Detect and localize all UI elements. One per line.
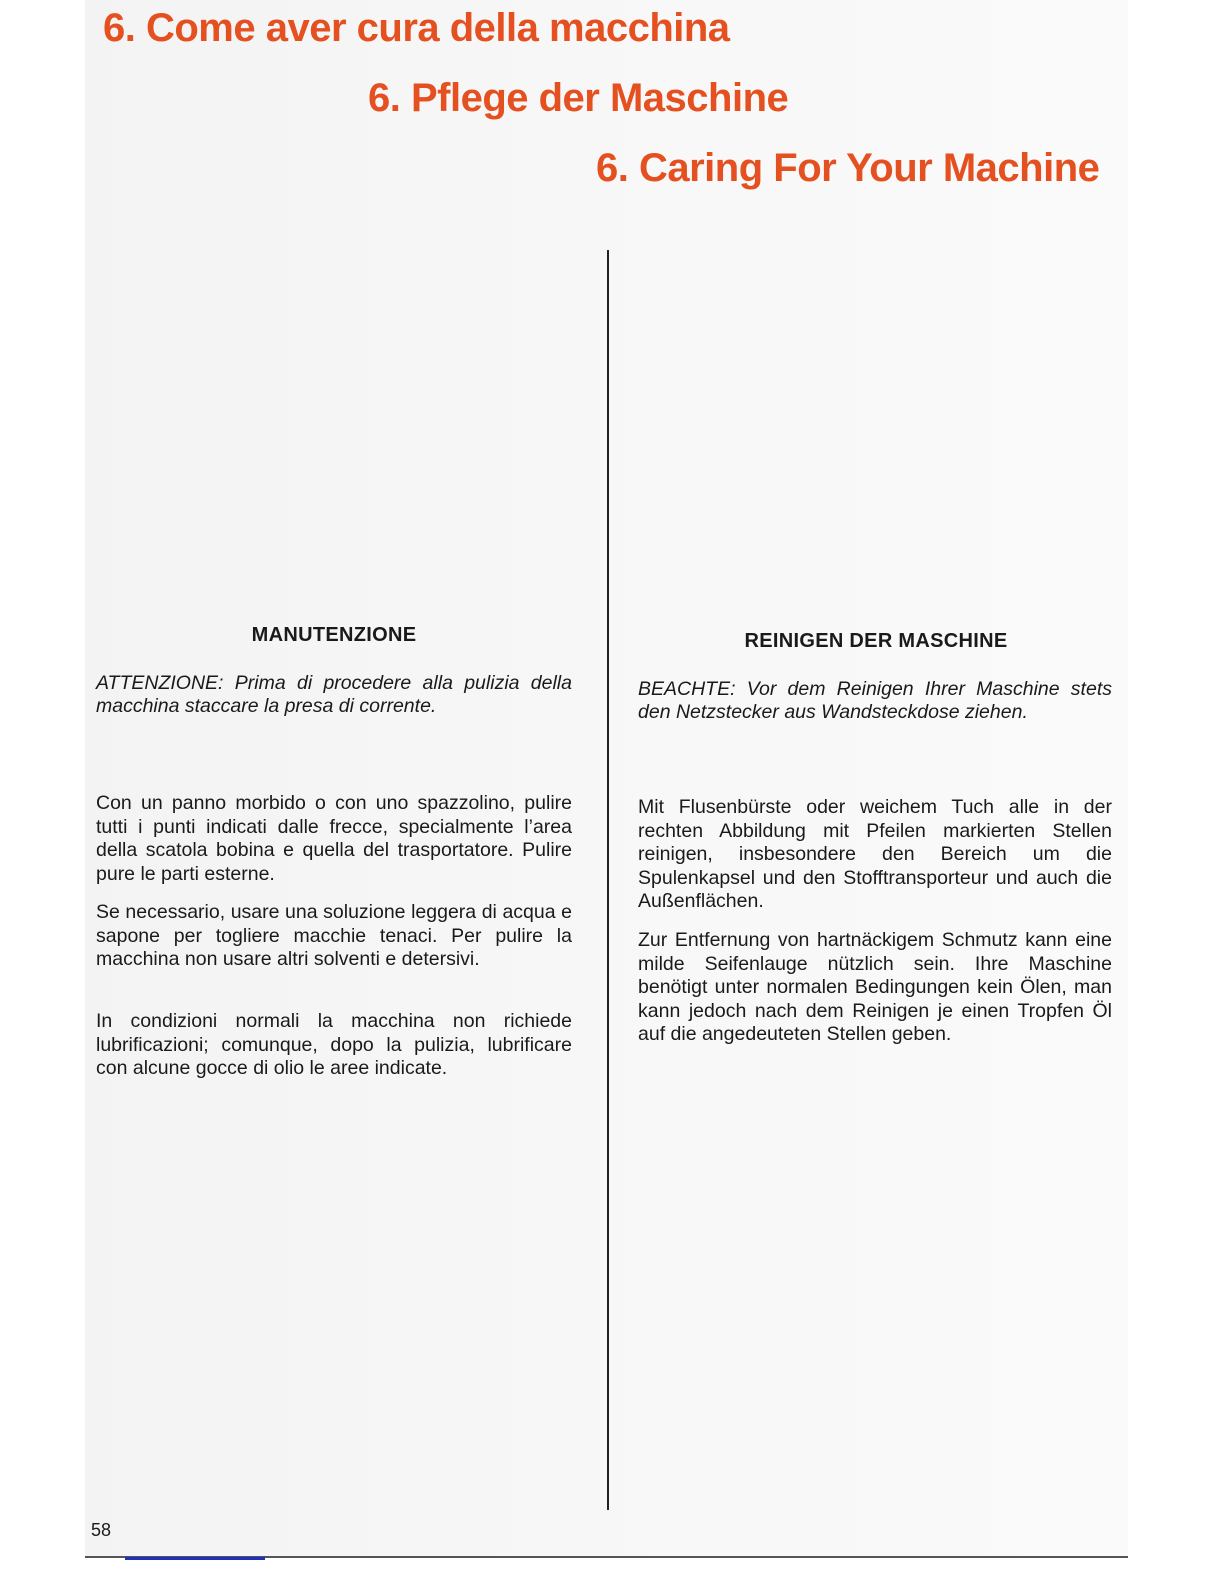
title-italian: 6. Come aver cura della macchina — [103, 6, 730, 50]
italian-paragraph-3: In condizioni normali la macchina non richiede lubrificazioni; comunque, dopo la pulizia, lubrificare con alcune gocce di olio le aree indicate. — [96, 1010, 572, 1079]
title-english: 6. Caring For Your Machine — [596, 146, 1100, 190]
page-number: 58 — [91, 1520, 112, 1540]
italian-paragraph-2: Se necessario, usare una soluzione leggera di acqua e sapone per togliere macchie tenaci. Per pulire la macchina non usare altri solventi e detersivi. — [96, 901, 572, 970]
italian-heading: MANUTENZIONE — [251, 624, 417, 646]
column-divider — [607, 250, 609, 1510]
german-heading: REINIGEN DER MASCHINE — [744, 630, 1008, 652]
title-german: 6. Pflege der Maschine — [368, 76, 789, 120]
german-paragraph-2: Zur Entfernung von hartnäckigem Schmutz kann eine milde Seifenlauge nützlich sein. Ihre Maschine benötigt unter normalen Bedingungen kein Ölen, man kann jedoch nach dem Reinigen je einen Tropfen Öl auf die angedeuteten Stellen geben. — [638, 929, 1112, 1045]
german-warning-note: BEACHTE: Vor dem Reinigen Ihrer Maschine stets den Netzstecker aus Wandsteckdose ziehen. — [638, 678, 1112, 723]
italian-warning-note: ATTENZIONE: Prima di procedere alla pulizia della macchina staccare la presa di corrente. — [96, 672, 572, 717]
italian-paragraph-1: Con un panno morbido o con uno spazzolino, pulire tutti i punti indicati dalle frecce, specialmente l’area della scatola bobina e quella del trasportatore. Pulire pure le parti esterne. — [96, 792, 572, 885]
german-paragraph-1: Mit Flusenbürste oder weichem Tuch alle in der rechten Abbildung mit Pfeilen markierten Stellen reinigen, insbesondere den Bereich um die Spulenkapsel und den Stofftransporteur und auch die Außenflächen. — [638, 796, 1112, 912]
bottom-rule-accent — [125, 1557, 265, 1560]
